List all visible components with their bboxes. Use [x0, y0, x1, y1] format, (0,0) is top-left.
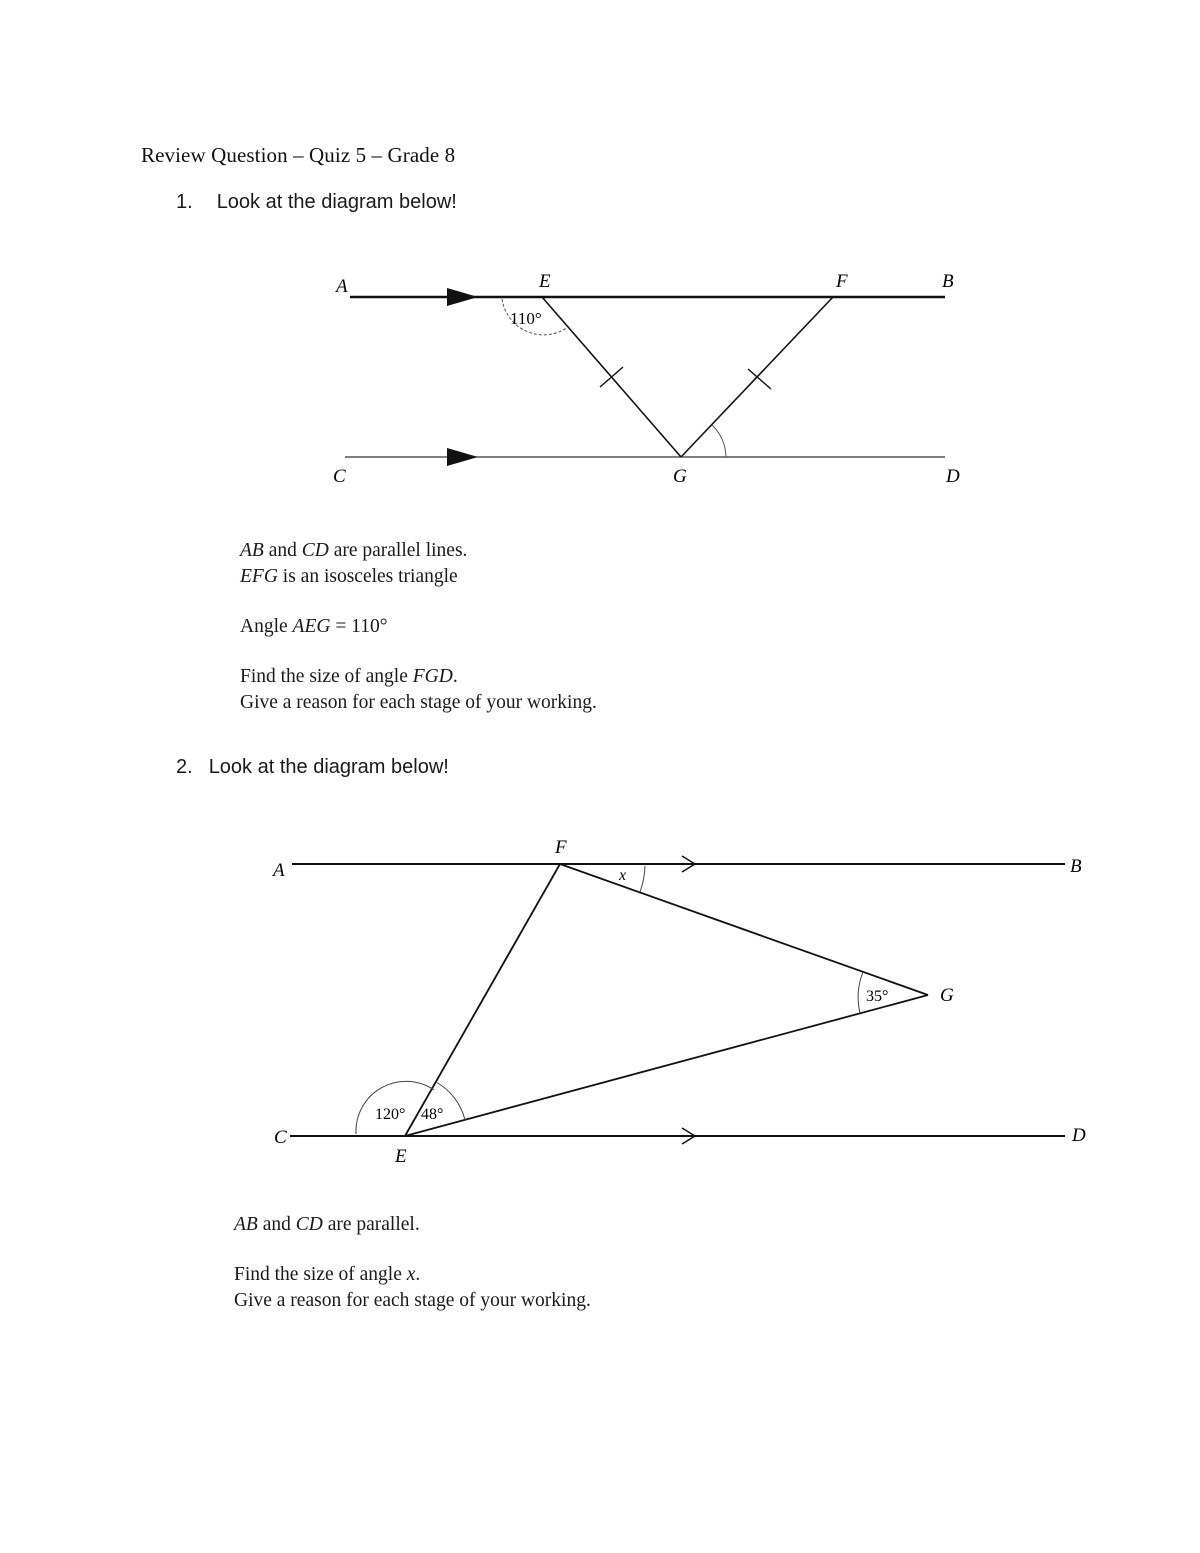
label-f: F: [836, 271, 848, 292]
q2-parallel-statement: AB and CD are parallel.: [234, 1214, 420, 1235]
segment-fg-2: [560, 864, 928, 995]
label-d: D: [946, 466, 960, 487]
tick-fg: [748, 369, 771, 389]
question-2-statements: [234, 1212, 591, 1314]
q1-find-statement: Find the size of angle FGD.: [240, 666, 458, 687]
angle-arc-35: [858, 972, 863, 1013]
angle-label-48: 48°: [421, 1106, 444, 1123]
page-title: Review Question – Quiz 5 – Grade 8: [141, 143, 456, 167]
angle-arc-fgd: [712, 425, 726, 457]
q1-angle-statement: Angle AEG = 110°: [240, 616, 388, 637]
angle-label-35: 35°: [866, 988, 889, 1005]
label-e-2: E: [395, 1146, 407, 1167]
q1-reason-statement: Give a reason for each stage of your working.: [240, 692, 597, 713]
label-c: C: [333, 466, 346, 487]
segment-eg-2: [405, 995, 928, 1136]
question-1-diagram: [0, 0, 1200, 520]
q1-triangle-statement: EFG is an isosceles triangle: [240, 566, 458, 587]
segment-fe: [405, 864, 560, 1136]
parallel-arrow-ab: [447, 288, 478, 306]
question-1-prompt: Look at the diagram below!: [216, 191, 457, 213]
label-a: A: [336, 276, 348, 297]
label-b: B: [942, 271, 954, 292]
question-2-diagram: [0, 800, 1200, 1180]
question-1-statements: [240, 538, 597, 716]
label-e: E: [539, 271, 551, 292]
label-c-2: C: [274, 1127, 287, 1148]
angle-label-120: 120°: [375, 1106, 406, 1123]
label-g-2: G: [940, 985, 954, 1006]
label-d-2: D: [1072, 1125, 1086, 1146]
q2-find-statement: Find the size of angle x.: [234, 1264, 421, 1285]
angle-label-x: x: [619, 867, 627, 884]
label-f-2: F: [555, 837, 567, 858]
label-g: G: [673, 466, 687, 487]
label-b-2: B: [1070, 856, 1082, 877]
q2-reason-statement: Give a reason for each stage of your working.: [234, 1290, 591, 1311]
label-a-2: A: [273, 860, 285, 881]
question-1-number: 1.: [176, 191, 193, 213]
q1-parallel-statement: AB and CD are parallel lines.: [240, 540, 468, 561]
angle-arc-x: [640, 866, 645, 892]
question-2-heading: [176, 756, 449, 779]
tick-eg: [600, 367, 623, 387]
parallel-arrow-cd: [447, 448, 478, 466]
question-2-prompt: Look at the diagram below!: [208, 756, 449, 778]
question-2-number: 2.: [176, 756, 193, 778]
angle-label-110: 110°: [510, 309, 542, 328]
